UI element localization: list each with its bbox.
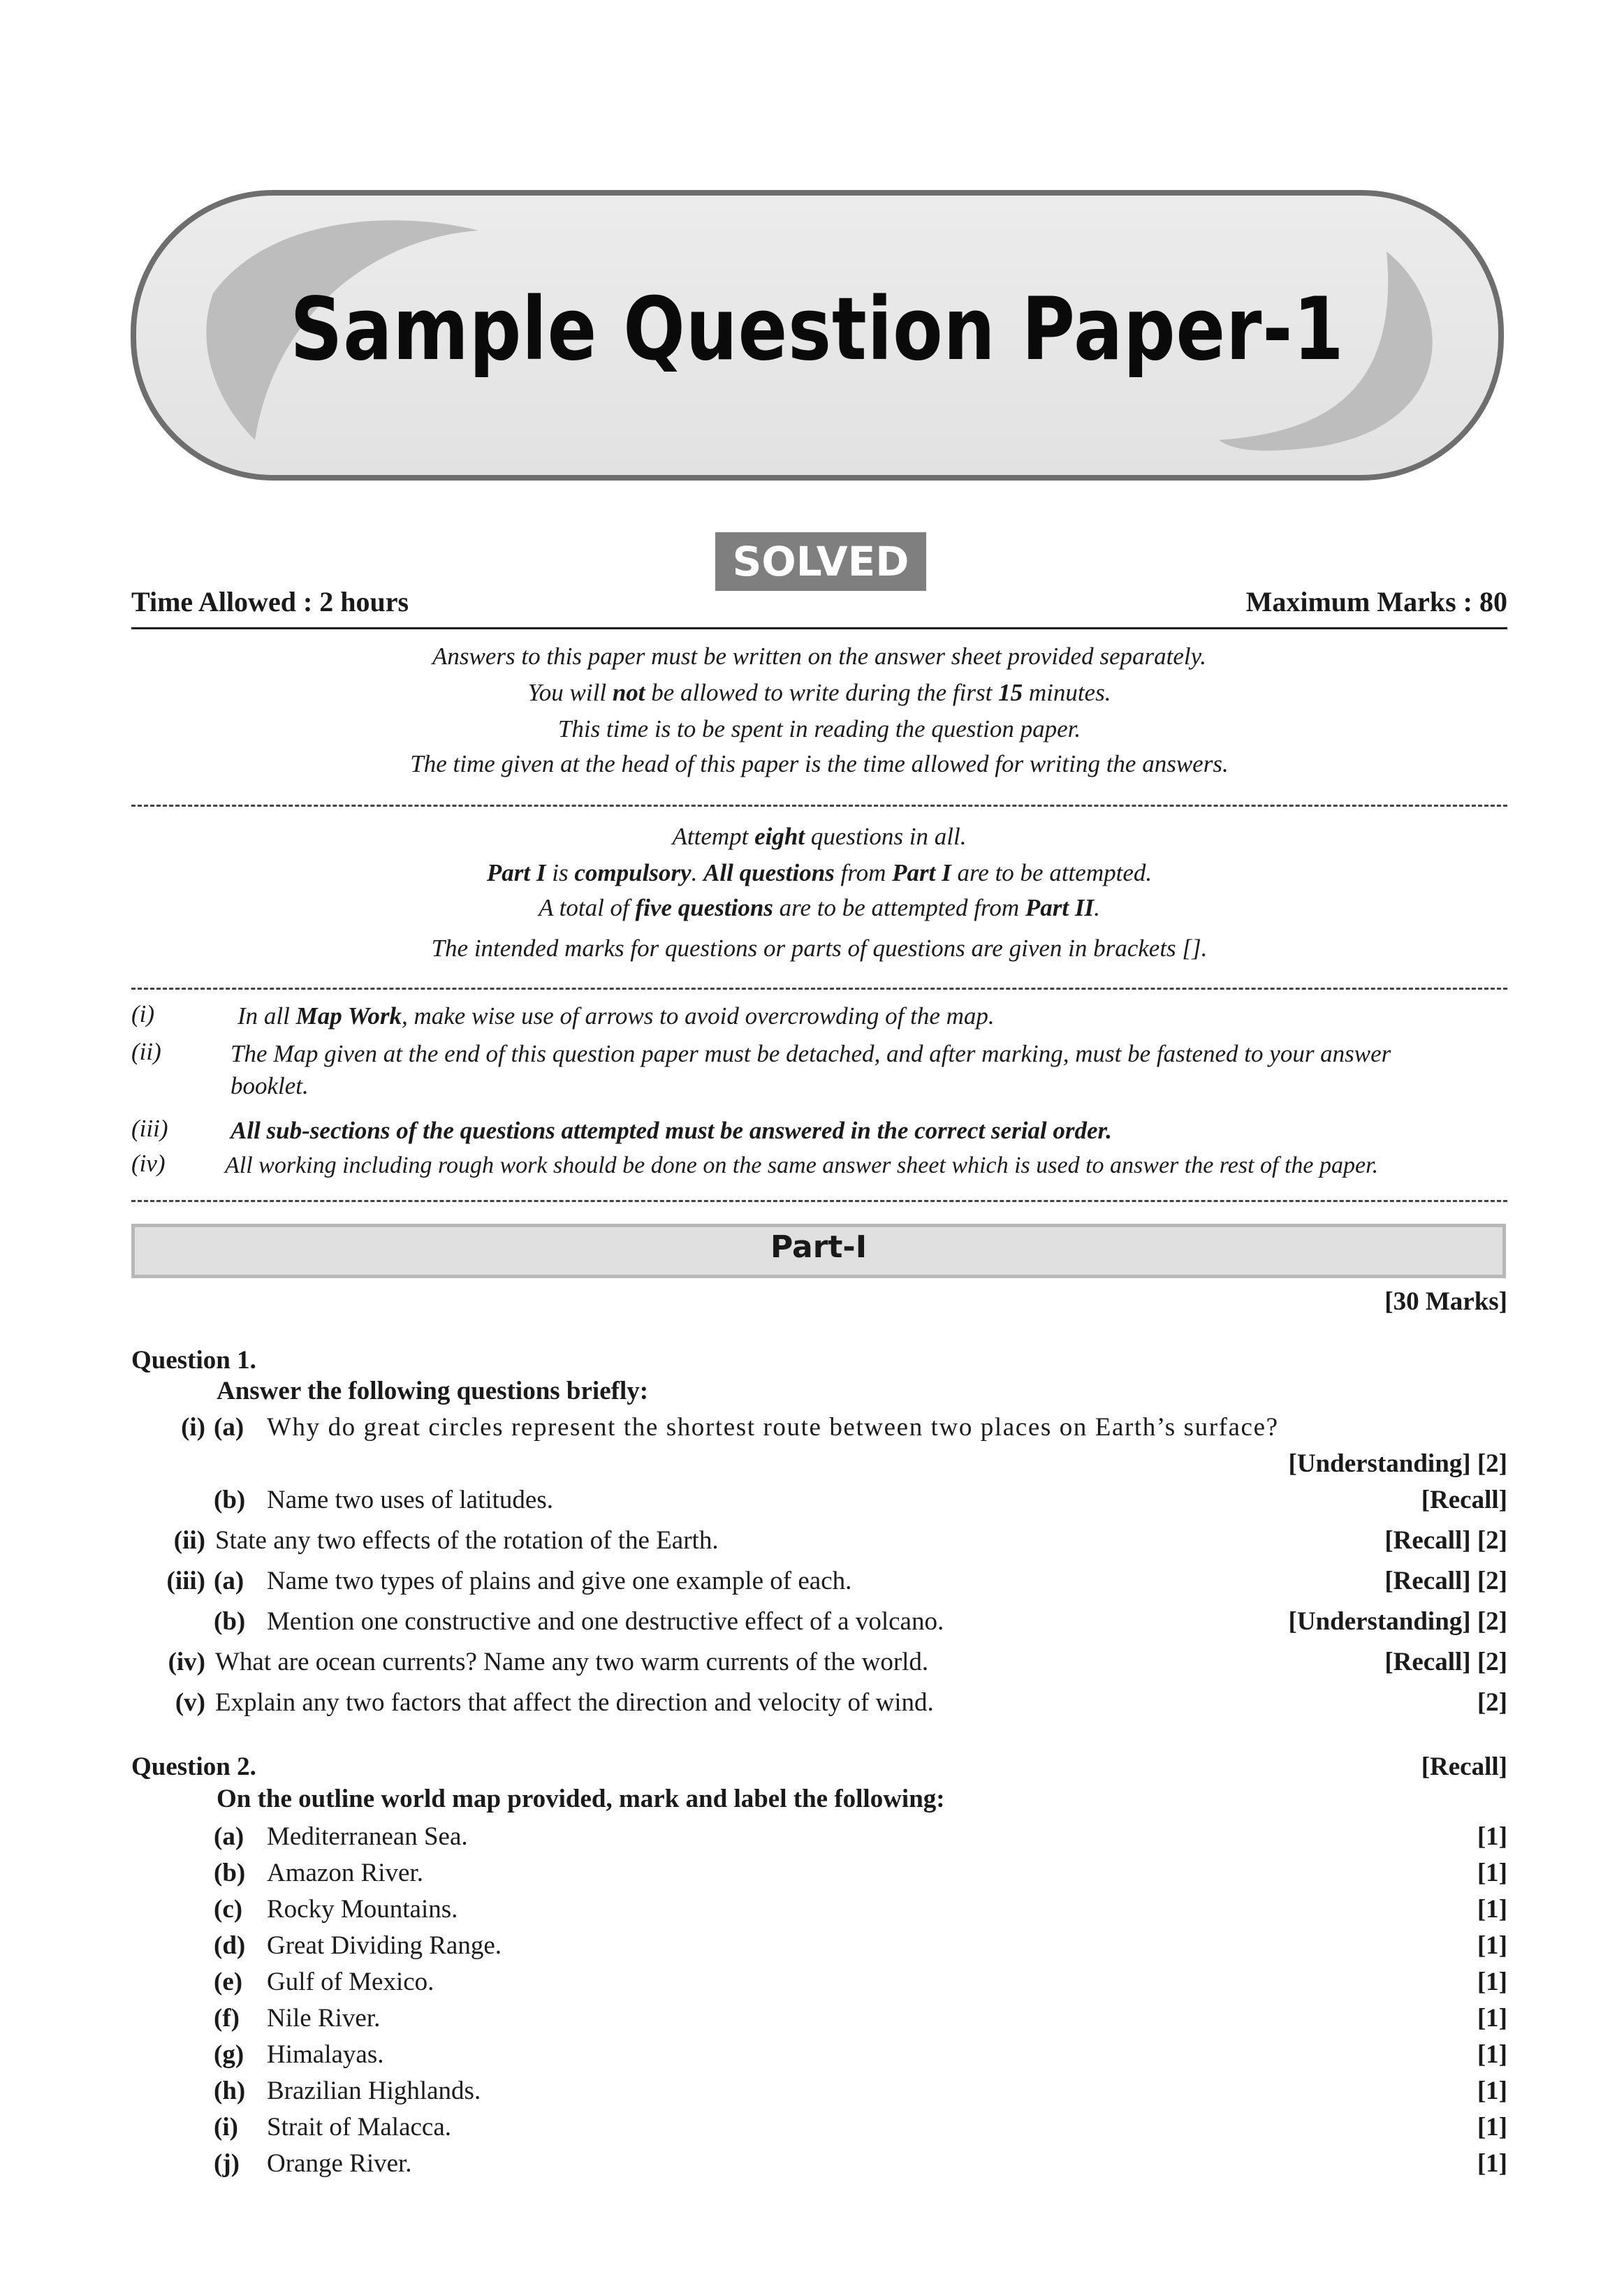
item-marks: [1] [1477, 2004, 1507, 2033]
item-number: (ii) [173, 1526, 205, 1555]
attempt-text: are to be attempted. [951, 859, 1153, 886]
attempt-line-4: The intended marks for questions or parts of questions are given in brackets []. [431, 935, 1208, 962]
instruction-bold: All sub-sections of the questions attempted must be answered in the correct serial order. [231, 1117, 1112, 1144]
instruction-number: (i) [131, 1000, 155, 1027]
note-bold: not [612, 679, 645, 706]
attempt-bold: Part I [486, 859, 546, 886]
item-marks: [1] [1477, 1968, 1507, 1996]
item-sub-letter: (a) [214, 1567, 244, 1595]
instruction-number: (iii) [131, 1115, 168, 1142]
item-sub-letter: (h) [214, 2077, 246, 2105]
attempt-text: from [834, 859, 893, 886]
item-text: Rocky Mountains. [267, 1895, 458, 1924]
dashed-divider [131, 1200, 1507, 1202]
item-marks: [1] [1477, 2077, 1507, 2105]
item-text: Brazilian Highlands. [267, 2077, 481, 2105]
item-text: Explain any two factors that affect the direction and velocity of wind. [215, 1688, 934, 1717]
item-marks: [2] [1477, 1688, 1507, 1717]
item-marks: [1] [1477, 1859, 1507, 1887]
item-number: (iii) [166, 1567, 205, 1595]
question-2-tag: [Recall] [1421, 1752, 1507, 1781]
attempt-text: . [1094, 894, 1100, 921]
item-marks: [1] [1477, 2149, 1507, 2178]
attempt-bold: eight [754, 823, 805, 850]
item-text: Mediterranean Sea. [267, 1822, 468, 1851]
attempt-text: are to be attempted from [773, 894, 1025, 921]
instruction-part: , make wise use of arrows to avoid overcrowding of the map. [402, 1002, 995, 1030]
question-2-header [131, 1752, 1507, 1782]
item-text: Why do great circles represent the shortest route between two places on Earth’s surface? [267, 1413, 1279, 1442]
instruction-part: The Map given at the end of this question paper must be detached, and after marking, must be fastened to your answer booklet. [231, 1040, 1391, 1099]
note-line-4: The time given at the head of this paper is the time allowed for writing the answers. [410, 750, 1229, 777]
header-rule [131, 627, 1507, 629]
note-text: minutes. [1023, 679, 1111, 706]
instruction-number: (ii) [131, 1038, 161, 1065]
item-number: (i) [181, 1413, 205, 1442]
item-sub-letter: (f) [214, 2004, 240, 2033]
item-text: Name two types of plains and give one example of each. [267, 1567, 852, 1595]
item-sub-letter: (b) [214, 1607, 246, 1636]
item-marks: [1] [1477, 1895, 1507, 1924]
attempt-text: . [691, 859, 704, 886]
item-sub-letter: (b) [214, 1859, 246, 1887]
item-sub-letter: (a) [214, 1413, 244, 1442]
note-line-3: This time is to be spent in reading the question paper. [557, 715, 1081, 742]
attempt-line-2 [131, 859, 1507, 887]
attempt-text: A total of [539, 894, 636, 921]
item-marks: [1] [1477, 2113, 1507, 2142]
attempt-bold: compulsory [574, 859, 692, 886]
item-text: Gulf of Mexico. [267, 1968, 434, 1996]
item-marks: [Recall] [1421, 1486, 1507, 1514]
question-2-instruction: On the outline world map provided, mark and label the following: [217, 1785, 945, 1813]
instruction-part: In all [237, 1002, 296, 1030]
item-marks: [Recall] [2] [1384, 1648, 1507, 1676]
item-text: State any two effects of the rotation of the Earth. [215, 1526, 719, 1555]
item-marks: [Understanding] [2] [1288, 1449, 1507, 1478]
item-sub-letter: (b) [214, 1486, 246, 1514]
note-line-2 [131, 679, 1507, 707]
item-number: (iv) [168, 1648, 205, 1676]
item-text: Great Dividing Range. [267, 1931, 502, 1960]
item-marks: [1] [1477, 2040, 1507, 2069]
item-marks: [Recall] [2] [1384, 1526, 1507, 1555]
instruction-text [231, 1115, 1509, 1147]
time-allowed: Time Allowed : 2 hours [131, 586, 409, 617]
attempt-bold: All questions [703, 859, 835, 886]
item-text: Orange River. [267, 2149, 412, 2178]
instruction-part: All working including rough work should be done on the same answer sheet which is used to answer the rest of the paper. [225, 1152, 1379, 1178]
item-text: Nile River. [267, 2004, 381, 2033]
item-text: Mention one constructive and one destructive effect of a volcano. [267, 1607, 944, 1636]
note-text: be allowed to write during the first [645, 679, 999, 706]
item-text: Name two uses of latitudes. [267, 1486, 553, 1514]
attempt-text: is [546, 859, 575, 886]
item-marks: [1] [1477, 1822, 1507, 1851]
attempt-text: Attempt [672, 823, 755, 850]
solved-badge: SOLVED [715, 532, 926, 591]
item-sub-letter: (c) [214, 1895, 243, 1924]
item-sub-letter: (j) [214, 2149, 240, 2178]
attempt-bold: five questions [635, 894, 773, 921]
item-marks: [Understanding] [2] [1288, 1607, 1507, 1636]
page-title: Sample Question Paper-1 [290, 279, 1345, 380]
dashed-divider [131, 988, 1507, 990]
item-sub-letter: (i) [214, 2113, 238, 2142]
instruction-text [231, 1038, 1460, 1102]
item-text: Amazon River. [267, 1859, 424, 1887]
item-text: Strait of Malacca. [267, 2113, 452, 2142]
item-sub-letter: (e) [214, 1968, 243, 1996]
item-text: What are ocean currents? Name any two warm currents of the world. [215, 1648, 929, 1676]
item-marks: [Recall] [2] [1384, 1567, 1507, 1595]
attempt-bold: Part II [1025, 894, 1095, 921]
maximum-marks: Maximum Marks : 80 [1245, 586, 1507, 617]
exam-header [131, 585, 1507, 618]
attempt-bold: Part I [892, 859, 951, 886]
question-1-instruction: Answer the following questions briefly: [217, 1377, 649, 1405]
item-marks: [1] [1477, 1931, 1507, 1960]
attempt-text: questions in all. [805, 823, 967, 850]
note-line-1: Answers to this paper must be written on the answer sheet provided separately. [432, 643, 1206, 670]
item-sub-letter: (g) [214, 2040, 244, 2069]
instruction-text [237, 1000, 1516, 1032]
attempt-line-3 [131, 894, 1507, 922]
part-marks: [30 Marks] [1384, 1287, 1507, 1316]
item-sub-letter: (d) [214, 1931, 246, 1960]
attempt-line-1 [131, 823, 1507, 851]
item-text: Himalayas. [267, 2040, 384, 2069]
item-number: (v) [175, 1688, 205, 1717]
part-title: Part-I [770, 1229, 868, 1265]
item-sub-letter: (a) [214, 1822, 244, 1851]
instruction-number: (iv) [131, 1150, 166, 1177]
note-bold: 15 [998, 679, 1023, 706]
question-1-label: Question 1. [131, 1346, 256, 1375]
note-text: You will [527, 679, 613, 706]
dashed-divider [131, 805, 1507, 807]
instruction-bold: Map Work [295, 1002, 402, 1030]
instruction-text [225, 1150, 1503, 1182]
question-2-label: Question 2. [131, 1752, 256, 1781]
